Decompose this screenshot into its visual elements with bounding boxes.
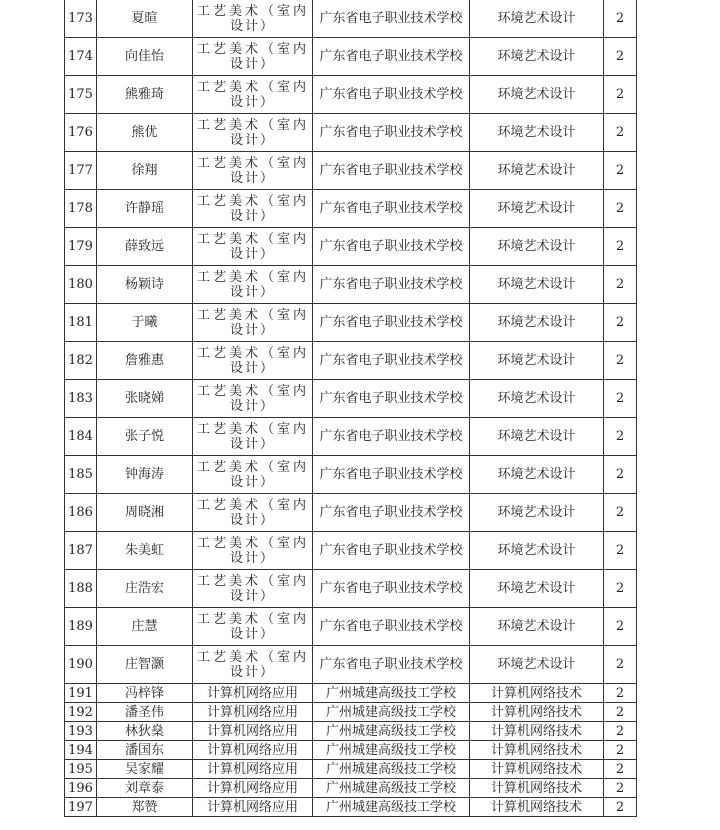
student-name-cell: 詹雅惠 (97, 342, 193, 380)
student-table-container (64, 0, 637, 817)
school-cell: 广东省电子职业技术学校 (313, 570, 470, 608)
school-cell: 广东省电子职业技术学校 (313, 228, 470, 266)
count-cell: 2 (604, 152, 637, 190)
row-number-cell: 183 (65, 380, 97, 418)
school-cell: 广东省电子职业技术学校 (313, 304, 470, 342)
specialty-cell: 环境艺术设计 (470, 646, 604, 684)
row-number-cell: 182 (65, 342, 97, 380)
row-number-cell: 187 (65, 532, 97, 570)
count-cell: 2 (604, 228, 637, 266)
student-table (64, 0, 637, 817)
count-cell: 2 (604, 722, 637, 741)
school-cell: 广州城建高级技工学校 (313, 798, 470, 817)
count-cell: 2 (604, 703, 637, 722)
specialty-cell: 环境艺术设计 (470, 266, 604, 304)
table-row (65, 494, 637, 532)
school-cell: 广东省电子职业技术学校 (313, 380, 470, 418)
specialty-cell: 计算机网络技术 (470, 741, 604, 760)
table-row (65, 38, 637, 76)
student-name-cell: 张晓娣 (97, 380, 193, 418)
school-cell: 广东省电子职业技术学校 (313, 190, 470, 228)
row-number-cell: 173 (65, 0, 97, 38)
school-cell: 广东省电子职业技术学校 (313, 608, 470, 646)
table-row (65, 722, 637, 741)
count-cell: 2 (604, 342, 637, 380)
specialty-cell: 计算机网络技术 (470, 703, 604, 722)
row-number-cell: 177 (65, 152, 97, 190)
specialty-cell: 环境艺术设计 (470, 570, 604, 608)
count-cell: 2 (604, 266, 637, 304)
major-cell: 计算机网络应用 (193, 684, 313, 703)
specialty-cell: 环境艺术设计 (470, 190, 604, 228)
student-name-cell: 郑赞 (97, 798, 193, 817)
count-cell: 2 (604, 494, 637, 532)
table-row (65, 703, 637, 722)
major-cell: 工艺美术（室内设计） (193, 494, 313, 532)
specialty-cell: 环境艺术设计 (470, 76, 604, 114)
count-cell: 2 (604, 684, 637, 703)
row-number-cell: 178 (65, 190, 97, 228)
major-cell: 工艺美术（室内设计） (193, 304, 313, 342)
specialty-cell: 环境艺术设计 (470, 380, 604, 418)
count-cell: 2 (604, 418, 637, 456)
major-cell: 工艺美术（室内设计） (193, 456, 313, 494)
table-row (65, 380, 637, 418)
school-cell: 广东省电子职业技术学校 (313, 532, 470, 570)
table-row (65, 304, 637, 342)
count-cell: 2 (604, 570, 637, 608)
school-cell: 广东省电子职业技术学校 (313, 456, 470, 494)
row-number-cell: 188 (65, 570, 97, 608)
student-name-cell: 夏暄 (97, 0, 193, 38)
count-cell: 2 (604, 456, 637, 494)
row-number-cell: 176 (65, 114, 97, 152)
specialty-cell: 环境艺术设计 (470, 532, 604, 570)
specialty-cell: 计算机网络技术 (470, 760, 604, 779)
major-cell: 计算机网络应用 (193, 741, 313, 760)
major-cell: 工艺美术（室内设计） (193, 418, 313, 456)
table-row (65, 0, 637, 38)
row-number-cell: 195 (65, 760, 97, 779)
count-cell: 2 (604, 779, 637, 798)
row-number-cell: 197 (65, 798, 97, 817)
major-cell: 计算机网络应用 (193, 779, 313, 798)
school-cell: 广东省电子职业技术学校 (313, 0, 470, 38)
school-cell: 广东省电子职业技术学校 (313, 114, 470, 152)
table-row (65, 684, 637, 703)
specialty-cell: 计算机网络技术 (470, 722, 604, 741)
specialty-cell: 环境艺术设计 (470, 418, 604, 456)
row-number-cell: 193 (65, 722, 97, 741)
school-cell: 广东省电子职业技术学校 (313, 418, 470, 456)
student-name-cell: 杨颖诗 (97, 266, 193, 304)
school-cell: 广东省电子职业技术学校 (313, 152, 470, 190)
student-name-cell: 庄慧 (97, 608, 193, 646)
major-cell: 工艺美术（室内设计） (193, 0, 313, 38)
student-name-cell: 许静瑶 (97, 190, 193, 228)
school-cell: 广州城建高级技工学校 (313, 722, 470, 741)
major-cell: 计算机网络应用 (193, 722, 313, 741)
row-number-cell: 194 (65, 741, 97, 760)
count-cell: 2 (604, 76, 637, 114)
row-number-cell: 190 (65, 646, 97, 684)
table-row (65, 418, 637, 456)
school-cell: 广东省电子职业技术学校 (313, 342, 470, 380)
count-cell: 2 (604, 798, 637, 817)
row-number-cell: 192 (65, 703, 97, 722)
school-cell: 广州城建高级技工学校 (313, 760, 470, 779)
table-row (65, 798, 637, 817)
school-cell: 广州城建高级技工学校 (313, 779, 470, 798)
count-cell: 2 (604, 608, 637, 646)
table-body (65, 0, 637, 817)
student-name-cell: 薛致远 (97, 228, 193, 266)
major-cell: 工艺美术（室内设计） (193, 76, 313, 114)
student-name-cell: 徐翔 (97, 152, 193, 190)
specialty-cell: 环境艺术设计 (470, 152, 604, 190)
school-cell: 广州城建高级技工学校 (313, 741, 470, 760)
row-number-cell: 196 (65, 779, 97, 798)
student-name-cell: 朱美虹 (97, 532, 193, 570)
count-cell: 2 (604, 760, 637, 779)
major-cell: 工艺美术（室内设计） (193, 266, 313, 304)
specialty-cell: 计算机网络技术 (470, 798, 604, 817)
table-row (65, 342, 637, 380)
specialty-cell: 环境艺术设计 (470, 38, 604, 76)
count-cell: 2 (604, 646, 637, 684)
student-name-cell: 林狄燊 (97, 722, 193, 741)
row-number-cell: 175 (65, 76, 97, 114)
table-row (65, 228, 637, 266)
student-name-cell: 潘国东 (97, 741, 193, 760)
table-row (65, 779, 637, 798)
count-cell: 2 (604, 532, 637, 570)
specialty-cell: 环境艺术设计 (470, 228, 604, 266)
table-row (65, 760, 637, 779)
row-number-cell: 184 (65, 418, 97, 456)
row-number-cell: 180 (65, 266, 97, 304)
row-number-cell: 191 (65, 684, 97, 703)
student-name-cell: 向佳怡 (97, 38, 193, 76)
major-cell: 工艺美术（室内设计） (193, 342, 313, 380)
row-number-cell: 181 (65, 304, 97, 342)
table-row (65, 152, 637, 190)
table-row (65, 190, 637, 228)
major-cell: 工艺美术（室内设计） (193, 646, 313, 684)
table-row (65, 76, 637, 114)
count-cell: 2 (604, 0, 637, 38)
count-cell: 2 (604, 38, 637, 76)
specialty-cell: 环境艺术设计 (470, 608, 604, 646)
count-cell: 2 (604, 741, 637, 760)
major-cell: 计算机网络应用 (193, 798, 313, 817)
school-cell: 广州城建高级技工学校 (313, 684, 470, 703)
major-cell: 工艺美术（室内设计） (193, 532, 313, 570)
table-row (65, 114, 637, 152)
count-cell: 2 (604, 380, 637, 418)
table-row (65, 532, 637, 570)
student-name-cell: 刘章泰 (97, 779, 193, 798)
row-number-cell: 189 (65, 608, 97, 646)
specialty-cell: 环境艺术设计 (470, 342, 604, 380)
row-number-cell: 174 (65, 38, 97, 76)
school-cell: 广东省电子职业技术学校 (313, 494, 470, 532)
specialty-cell: 计算机网络技术 (470, 684, 604, 703)
row-number-cell: 186 (65, 494, 97, 532)
student-name-cell: 周晓湘 (97, 494, 193, 532)
specialty-cell: 环境艺术设计 (470, 304, 604, 342)
school-cell: 广东省电子职业技术学校 (313, 646, 470, 684)
table-row (65, 608, 637, 646)
row-number-cell: 179 (65, 228, 97, 266)
specialty-cell: 环境艺术设计 (470, 494, 604, 532)
specialty-cell: 环境艺术设计 (470, 114, 604, 152)
student-name-cell: 张子悦 (97, 418, 193, 456)
major-cell: 工艺美术（室内设计） (193, 114, 313, 152)
major-cell: 工艺美术（室内设计） (193, 608, 313, 646)
major-cell: 计算机网络应用 (193, 760, 313, 779)
count-cell: 2 (604, 190, 637, 228)
student-name-cell: 熊优 (97, 114, 193, 152)
major-cell: 工艺美术（室内设计） (193, 38, 313, 76)
student-name-cell: 吴家耀 (97, 760, 193, 779)
major-cell: 工艺美术（室内设计） (193, 228, 313, 266)
student-name-cell: 冯梓锋 (97, 684, 193, 703)
row-number-cell: 185 (65, 456, 97, 494)
school-cell: 广东省电子职业技术学校 (313, 266, 470, 304)
student-name-cell: 熊雅琦 (97, 76, 193, 114)
student-name-cell: 庄智灏 (97, 646, 193, 684)
table-row (65, 570, 637, 608)
specialty-cell: 环境艺术设计 (470, 0, 604, 38)
table-row (65, 456, 637, 494)
table-row (65, 266, 637, 304)
major-cell: 工艺美术（室内设计） (193, 190, 313, 228)
specialty-cell: 环境艺术设计 (470, 456, 604, 494)
count-cell: 2 (604, 304, 637, 342)
count-cell: 2 (604, 114, 637, 152)
school-cell: 广东省电子职业技术学校 (313, 76, 470, 114)
specialty-cell: 计算机网络技术 (470, 779, 604, 798)
student-name-cell: 于曦 (97, 304, 193, 342)
table-row (65, 741, 637, 760)
major-cell: 工艺美术（室内设计） (193, 152, 313, 190)
school-cell: 广东省电子职业技术学校 (313, 38, 470, 76)
table-row (65, 646, 637, 684)
student-name-cell: 庄浩宏 (97, 570, 193, 608)
major-cell: 计算机网络应用 (193, 703, 313, 722)
major-cell: 工艺美术（室内设计） (193, 570, 313, 608)
student-name-cell: 钟海涛 (97, 456, 193, 494)
student-name-cell: 潘圣伟 (97, 703, 193, 722)
school-cell: 广州城建高级技工学校 (313, 703, 470, 722)
major-cell: 工艺美术（室内设计） (193, 380, 313, 418)
